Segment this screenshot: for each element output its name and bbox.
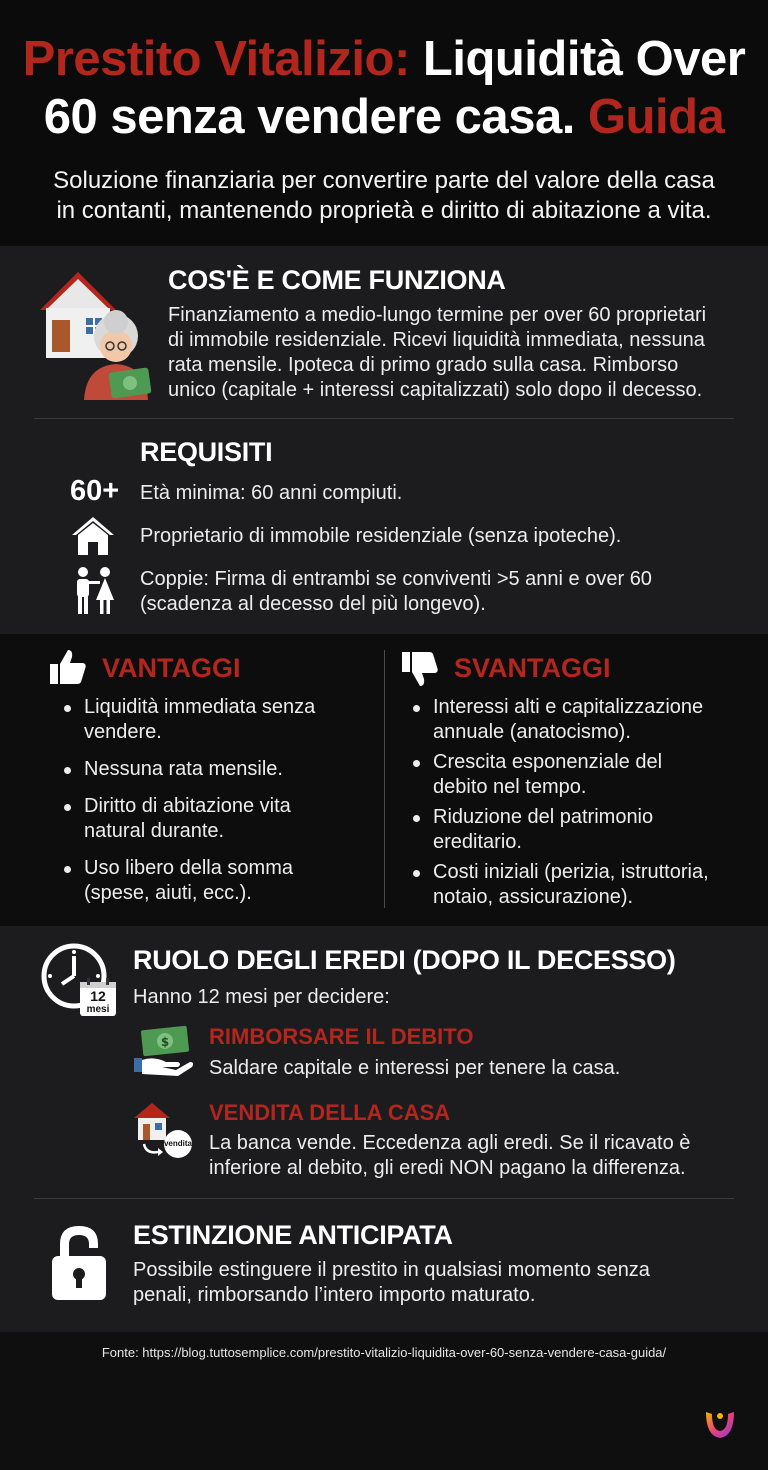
- how-it-works-line: rata mensile. Ipoteca di primo grado sulla casa. Rimborso: [168, 354, 679, 376]
- section-divider: [34, 418, 734, 419]
- couples-line-1: Coppie: Firma di entrambi se conviventi >5 anni e over 60: [140, 568, 652, 590]
- source-link[interactable]: Fonte: https://blog.tuttosemplice.com/prestito-vitalizio-liquidita-over-60-senza-vendere-casa-guida/: [101, 1345, 667, 1360]
- list-item-text: annuale (anatocismo).: [433, 721, 631, 743]
- option-sale-title: VENDITA DELLA CASA: [209, 1100, 451, 1125]
- padlock-icon: [48, 1222, 110, 1304]
- how-it-works-title: COS'È E COME FUNZIONA: [168, 265, 506, 295]
- list-item-text: Costi iniziali (perizia, istruttoria,: [433, 861, 709, 883]
- how-it-works-line: Finanziamento a medio-lungo termine per over 60 proprietari: [168, 304, 707, 326]
- list-item-text: vendere.: [84, 721, 162, 743]
- couples-line-2: (scadenza al decesso del più longevo).: [140, 593, 486, 615]
- how-it-works-text: [168, 303, 758, 403]
- subtitle-line-1: Soluzione finanziaria per convertire parte del valore della casa: [53, 167, 715, 194]
- money-hand-icon: [132, 1024, 196, 1080]
- house-icon: [70, 515, 116, 557]
- sale-line-2: inferiore al debito, gli eredi NON pagano la differenza.: [209, 1157, 686, 1179]
- list-item: [411, 695, 761, 745]
- cons-list: [411, 695, 761, 915]
- how-it-works-line: unico (capitale + interessi capitalizzati) solo dopo il decesso.: [168, 379, 703, 401]
- sale-line-1: La banca vende. Eccedenza agli eredi. Se il ricavato è: [209, 1132, 691, 1154]
- list-item-text: debito nel tempo.: [433, 776, 587, 798]
- title-part-1: Prestito Vitalizio:: [22, 32, 410, 86]
- calendar-label: mesi: [86, 1004, 110, 1015]
- thumbs-up-icon: [48, 648, 88, 686]
- requirement-age: Età minima: 60 anni compiuti.: [140, 482, 403, 504]
- requirements-title: REQUISITI: [140, 437, 273, 467]
- list-item: [411, 750, 761, 800]
- list-item-text: Crescita esponenziale del: [433, 751, 663, 773]
- sale-badge: vendita: [163, 1139, 192, 1148]
- list-item-text: ereditario.: [433, 831, 522, 853]
- heirs-subtitle: Hanno 12 mesi per decidere:: [133, 986, 390, 1008]
- brand-logo-icon: [702, 1406, 738, 1442]
- early-termination-title: ESTINZIONE ANTICIPATA: [133, 1220, 453, 1250]
- list-item-text: natural durante.: [84, 820, 225, 842]
- list-item: [62, 794, 372, 844]
- couple-icon: [70, 566, 118, 616]
- list-item: [62, 695, 372, 745]
- title-part-4: Guida: [574, 90, 725, 144]
- header: [0, 0, 768, 246]
- list-item-text: Uso libero della somma: [84, 857, 293, 879]
- list-item-text: Nessuna rata mensile.: [84, 758, 283, 780]
- svg-text:$: $: [160, 1035, 170, 1049]
- list-item-text: Liquidità immediata senza: [84, 696, 316, 718]
- list-item-text: Interessi alti e capitalizzazione: [433, 696, 704, 718]
- page-subtitle: [20, 166, 748, 226]
- list-item: [62, 856, 372, 906]
- requirement-couples: [140, 567, 652, 617]
- early-line-2: penali, rimborsando l’intero importo maturato.: [133, 1284, 536, 1306]
- list-item-text: Riduzione del patrimonio: [433, 806, 654, 828]
- page-title: [0, 30, 768, 146]
- section-divider: [34, 1198, 734, 1199]
- thumbs-down-icon: [400, 650, 440, 688]
- option-repay-text: Saldare capitale e interessi per tenere la casa.: [209, 1057, 621, 1079]
- list-item: [411, 805, 761, 855]
- list-item: [62, 757, 372, 782]
- heirs-title: RUOLO DEGLI EREDI (DOPO IL DECESSO): [133, 945, 676, 975]
- option-sale-text: [209, 1131, 690, 1181]
- how-it-works-line: di immobile residenziale. Ricevi liquidità immediata, nessuna: [168, 329, 705, 351]
- list-item-text: Diritto di abitazione vita: [84, 795, 291, 817]
- early-line-1: Possibile estinguere il prestito in qualsiasi momento senza: [133, 1259, 650, 1281]
- subtitle-line-2: in contanti, mantenendo proprietà e diritto di abitazione a vita.: [56, 197, 712, 224]
- pros-cons-divider: [384, 650, 385, 908]
- calendar-number: 12: [90, 988, 106, 1004]
- option-repay-title: RIMBORSARE IL DEBITO: [209, 1024, 474, 1049]
- pros-title: VANTAGGI: [102, 653, 241, 683]
- requirement-owner: Proprietario di immobile residenziale (senza ipoteche).: [140, 525, 622, 547]
- list-item-text: (spese, aiuti, ecc.).: [84, 882, 252, 904]
- cons-title: SVANTAGGI: [454, 653, 611, 683]
- early-termination-text: [133, 1258, 650, 1308]
- house-grandma-money-icon: [34, 266, 154, 402]
- pros-list: [62, 695, 372, 918]
- list-item: [411, 860, 761, 910]
- age-badge: 60+: [70, 475, 120, 507]
- house-sale-icon: [132, 1100, 194, 1160]
- title-part-3: 60 senza vendere casa.: [43, 90, 575, 144]
- title-part-2: Liquidità Over: [409, 32, 746, 86]
- list-item-text: notaio, assicurazione).: [433, 886, 634, 908]
